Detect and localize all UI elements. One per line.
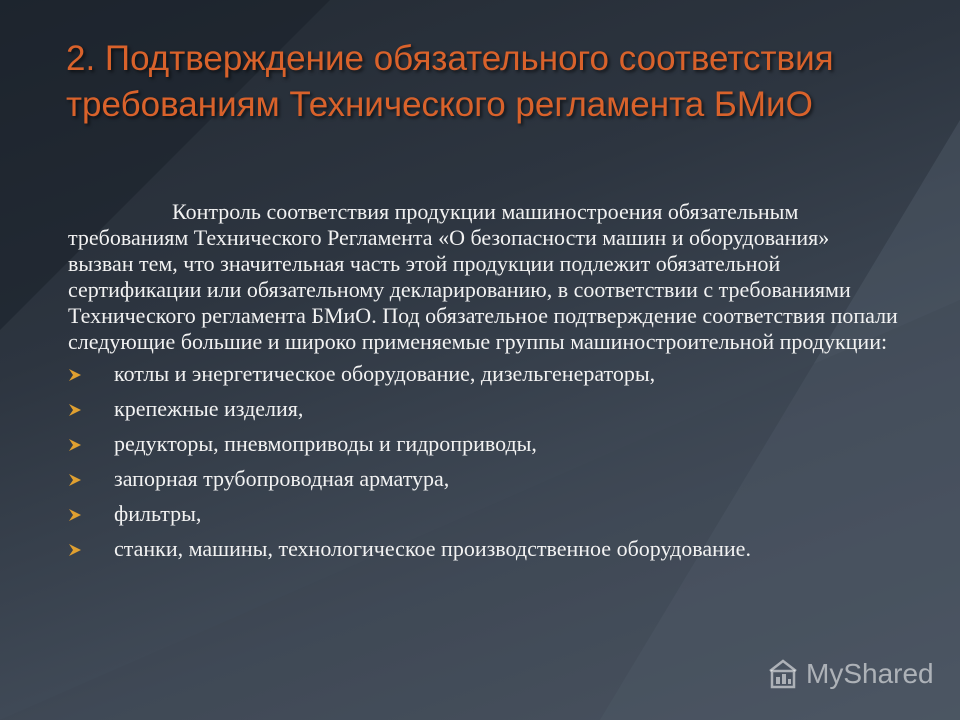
list-item-text: запорная трубопроводная арматура, <box>114 466 450 491</box>
intro-paragraph: Контроль соответствия продукции машиностроения обязательным требованиям Технического Регламента «О безопасности машин и оборудования» вызван тем, что значительная часть этой продукции подлежит обязательной сертификации или обязательному декларированию, в соответствии с требованиями Технического регламента БМиО. Под обязательное подтверждение соответствия попали следующие большие и широко применяемые группы машиностроительной продукции: <box>68 199 898 354</box>
list-item-text: крепежные изделия, <box>114 396 304 421</box>
slide-body <box>68 199 898 571</box>
watermark <box>766 654 934 694</box>
watermark-text: MyShared <box>806 658 934 689</box>
arrow-bullet-icon <box>68 403 82 417</box>
list-item-text: редукторы, пневмоприводы и гидроприводы, <box>114 431 537 456</box>
arrow-bullet-icon <box>68 438 82 452</box>
bullet-list <box>68 361 898 562</box>
arrow-bullet-icon <box>68 368 82 382</box>
list-item <box>68 501 898 527</box>
list-item <box>68 466 898 492</box>
list-item-text: станки, машины, технологическое производственное оборудование. <box>114 536 751 561</box>
list-item-text: котлы и энергетическое оборудование, дизельгенераторы, <box>114 361 656 386</box>
list-item <box>68 536 898 562</box>
list-item <box>68 396 898 422</box>
arrow-bullet-icon <box>68 543 82 557</box>
list-item-text: фильтры, <box>114 501 202 526</box>
arrow-bullet-icon <box>68 473 82 487</box>
slide-title: 2. Подтверждение обязательного соответствия требованиям Технического регламента БМиО <box>66 39 834 124</box>
list-item <box>68 361 898 387</box>
arrow-bullet-icon <box>68 508 82 522</box>
list-item <box>68 431 898 457</box>
myshared-logo-icon <box>766 657 800 691</box>
